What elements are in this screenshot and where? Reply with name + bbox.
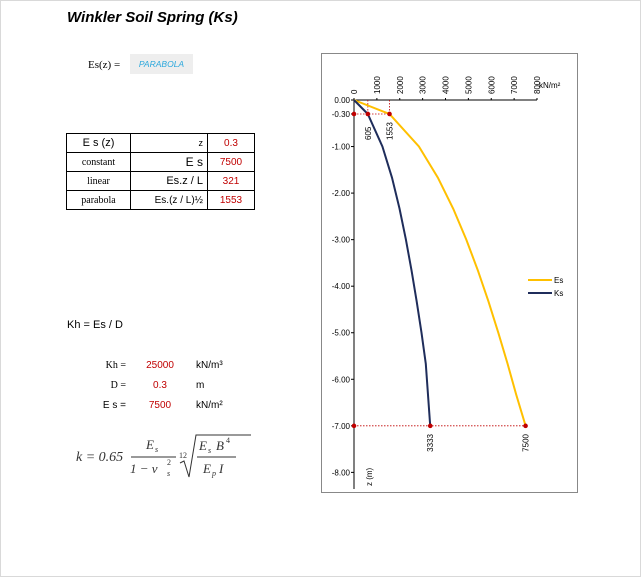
page-title: Winkler Soil Spring (Ks) bbox=[67, 9, 238, 26]
formula-num2: E bbox=[199, 438, 207, 453]
x-tick-label: 6000 bbox=[487, 76, 497, 94]
x-tick-label: 1000 bbox=[372, 76, 382, 94]
y-axis-label: z (m) bbox=[365, 467, 374, 486]
formula-sub2: s bbox=[208, 446, 212, 455]
x-tick-label: 3000 bbox=[418, 76, 428, 94]
data-label: 3333 bbox=[426, 434, 436, 452]
y-tick-label: -8.00 bbox=[331, 468, 350, 478]
es-value-input[interactable]: 7500 bbox=[148, 400, 172, 411]
kh-unit: kN/m³ bbox=[196, 360, 223, 371]
d-label: D = bbox=[110, 380, 126, 391]
x-tick-label: 2000 bbox=[395, 76, 405, 94]
vesic-formula bbox=[76, 432, 276, 480]
table-cell: constant bbox=[67, 153, 131, 172]
formula-root-index: 12 bbox=[179, 451, 187, 460]
table-cell: E s (z) bbox=[67, 134, 131, 153]
data-marker bbox=[352, 112, 357, 117]
table-row bbox=[67, 153, 255, 172]
table-cell: E s bbox=[131, 153, 208, 172]
x-tick-label: 7000 bbox=[510, 76, 520, 94]
legend-label-es: Es bbox=[554, 276, 564, 285]
data-marker bbox=[366, 112, 371, 117]
formula-num1: E bbox=[146, 437, 154, 452]
table-cell: linear bbox=[67, 172, 131, 191]
x-tick-label: 5000 bbox=[464, 76, 474, 94]
series-line-es bbox=[354, 100, 526, 426]
table-cell: 1553 bbox=[208, 191, 255, 210]
es-label: E s = bbox=[102, 400, 126, 411]
series-line-ks bbox=[354, 100, 430, 426]
soil-spring-chart bbox=[321, 53, 578, 493]
x-axis-label: kN/m² bbox=[539, 81, 561, 90]
y-tick-label: -5.00 bbox=[331, 328, 350, 338]
es-table bbox=[66, 133, 255, 210]
data-marker bbox=[428, 424, 433, 429]
formula-den2-i: I bbox=[219, 461, 224, 476]
y-tick-label: -6.00 bbox=[331, 375, 350, 385]
formula-den2: E bbox=[203, 461, 211, 476]
table-row bbox=[67, 191, 255, 210]
d-value-input[interactable]: 0.3 bbox=[153, 380, 167, 391]
y-tick-label: -0.30 bbox=[331, 109, 350, 119]
formula-k: k = 0.65 bbox=[76, 450, 124, 465]
formula-den1-sup: 2 bbox=[167, 458, 171, 467]
x-tick-label: 0 bbox=[350, 89, 359, 94]
d-unit: m bbox=[196, 380, 205, 391]
y-tick-label: -4.00 bbox=[331, 282, 350, 292]
legend-label-ks: Ks bbox=[554, 289, 564, 298]
table-row bbox=[67, 172, 255, 191]
data-marker bbox=[352, 424, 357, 429]
table-cell: Es.z / L bbox=[131, 172, 208, 191]
y-tick-label: -2.00 bbox=[331, 189, 350, 199]
y-tick-label: -3.00 bbox=[331, 235, 350, 245]
table-cell: Es.(z / L)½ bbox=[131, 191, 208, 210]
table-cell: z bbox=[131, 134, 208, 153]
formula-b-sup: 4 bbox=[226, 436, 230, 445]
formula-b: B bbox=[216, 438, 224, 453]
x-tick-label: 4000 bbox=[441, 76, 451, 94]
x-tick-label: 8000 bbox=[533, 76, 542, 94]
es-selector-dropdown[interactable]: PARABOLA bbox=[130, 54, 193, 74]
data-label: 605 bbox=[363, 126, 373, 140]
table-cell: 321 bbox=[208, 172, 255, 191]
data-marker bbox=[523, 424, 528, 429]
table-row bbox=[67, 134, 255, 153]
kh-label: Kh = bbox=[105, 360, 126, 371]
data-marker bbox=[387, 112, 392, 117]
data-label: 7500 bbox=[521, 434, 531, 452]
es-selector-label: Es(z) = bbox=[88, 59, 121, 71]
y-tick-label: -7.00 bbox=[331, 421, 350, 431]
y-tick-label: -1.00 bbox=[331, 142, 350, 152]
kh-title: Kh = Es / D bbox=[67, 319, 123, 331]
formula-den1: 1 − ν bbox=[130, 461, 158, 476]
formula-den1-sub: s bbox=[167, 469, 171, 478]
kh-value: 25000 bbox=[146, 360, 174, 371]
data-label: 1553 bbox=[385, 122, 395, 140]
es-unit: kN/m² bbox=[196, 400, 223, 411]
formula-sub1: s bbox=[155, 445, 159, 454]
table-cell: 7500 bbox=[208, 153, 255, 172]
table-cell: parabola bbox=[67, 191, 131, 210]
chart-svg bbox=[322, 54, 577, 492]
formula-den2-sub: p bbox=[212, 469, 216, 478]
y-tick-label: 0.00 bbox=[334, 96, 350, 105]
z-value-input[interactable]: 0.3 bbox=[208, 134, 255, 153]
